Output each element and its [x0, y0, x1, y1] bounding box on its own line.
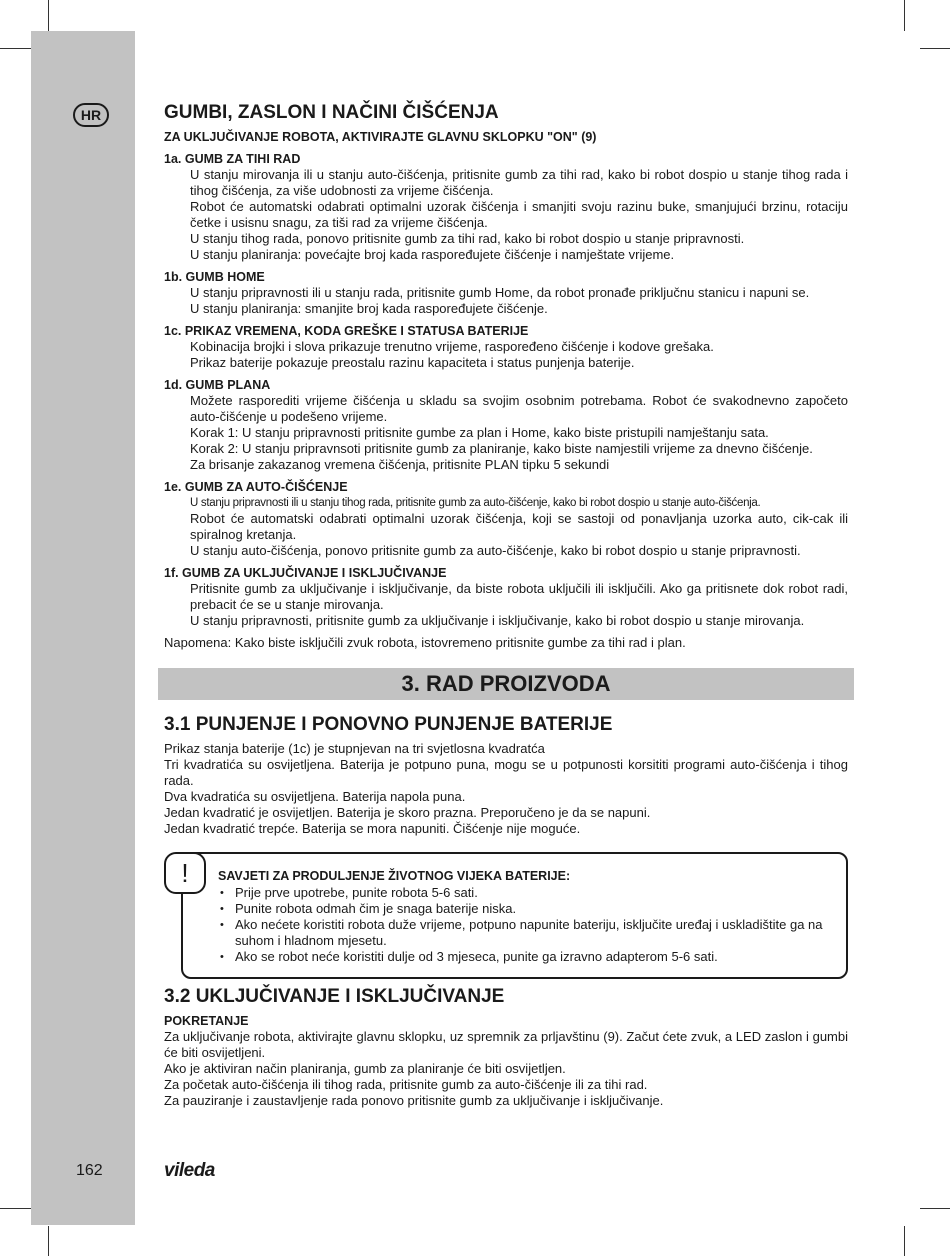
crop-mark [48, 1226, 49, 1256]
item-line: Kobinacija brojki i slova prikazuje trenutno vrijeme, raspoređeno čišćenje i kodove grešaka. [190, 339, 714, 354]
paragraph: Prikaz stanja baterije (1c) je stupnjevan na tri svjetlosna kvadratća [164, 741, 545, 756]
item-home-button [164, 269, 848, 317]
section-subtitle: ZA UKLJUČIVANJE ROBOTA, AKTIVIRAJTE GLAVNU SKLOPKU "ON" (9) [164, 130, 597, 144]
paragraph: Za početak auto-čišćenja ili tihog rada, pritisnite gumb za auto-čišćenje ili za tihi rad. [164, 1077, 648, 1092]
page-sidebar [31, 31, 135, 1225]
item-title: 1e. GUMB ZA AUTO-ČIŠĆENJE [164, 480, 348, 494]
list-item: • Ako se robot neće koristiti dulje od 3 mjeseca, punite ga izravno adapterom 5-6 sati. [218, 949, 828, 965]
item-line: U stanju mirovanja ili u stanju auto-čišćenja, pritisnite gumb za tihi rad, kako bi robot dospio u stanje tihog rada i tihog čišćenja, za više udobnosti za vrijeme čišćenja. [190, 167, 848, 198]
item-line: Korak 2: U stanju pripravnsoti pritisnite gumb za planiranje, kako biste namjestili vrijeme za dnevno čišćenje. [190, 441, 813, 456]
crop-mark [0, 1208, 31, 1209]
paragraph: Tri kvadratića su osvijetljena. Baterija je potpuno puna, mogu se u potpunosti korsititi programi auto-čišćenja i tihog rada. [164, 757, 848, 788]
item-line: U stanju pripravnosti ili u stanju tihog rada, pritisnite gumb za auto-čišćenje, kako bi robot dospio u stanje auto-čišćenja. [190, 497, 761, 509]
tips-content [218, 868, 828, 965]
item-title: 1f. GUMB ZA UKLJUČIVANJE I ISKLJUČIVANJE [164, 566, 447, 580]
page-number: 162 [76, 1162, 103, 1179]
crop-mark [920, 1208, 950, 1209]
paragraph: Dva kvadratića su osvijetljena. Baterija napola puna. [164, 789, 466, 804]
item-line: U stanju tihog rada, ponovo pritisnite gumb za tihi rad, kako bi robot dospio u stanje pripravnosti. [190, 231, 745, 246]
list-item: • Punite robota odmah čim je snaga baterije niska. [218, 901, 828, 917]
item-body [164, 167, 848, 263]
item-title: 1b. GUMB HOME [164, 270, 265, 284]
item-plan-button [164, 377, 848, 473]
item-silent-button [164, 151, 848, 263]
tips-title: SAVJETI ZA PRODULJENJE ŽIVOTNOG VIJEKA BATERIJE: [218, 869, 571, 883]
section-charging [164, 713, 848, 837]
note-text: Napomena: Kako biste isključili zvuk robota, istovremeno pritisnite gumbe za tihi rad i plan. [164, 635, 686, 650]
paragraph: Jedan kvadratić trepće. Baterija se mora napuniti. Čišćenje nije moguće. [164, 821, 581, 836]
chapter-banner: 3. RAD PROIZVODA [158, 668, 854, 700]
item-line: U stanju pripravnosti, pritisnite gumb za uključivanje i isključivanje, kako bi robot dospio u stanje mirovanja. [190, 613, 805, 628]
item-line: Pritisnite gumb za uključivanje i isključivanje, da biste robota uključili ili isključili. Ako ga pritisnete dok robot radi, prebacit će se u stanje mirovanja. [190, 581, 848, 612]
section-subtitle: POKRETANJE [164, 1014, 249, 1028]
item-body [164, 495, 848, 559]
paragraph: Za uključivanje robota, aktivirajte glavnu sklopku, uz spremnik za prljavštinu (9). Začut ćete zvuk, a LED zaslon i gumbi će biti osvijetljeni. [164, 1029, 848, 1060]
paragraph: Jedan kvadratić je osvijetljen. Baterija je skoro prazna. Preporučeno je da se napuni. [164, 805, 651, 820]
item-line: U stanju auto-čišćenja, ponovo pritisnite gumb za auto-čišćenje, kako bi robot dospio u stanje pripravnosti. [190, 543, 801, 558]
item-body [164, 581, 848, 629]
crop-mark [48, 0, 49, 31]
list-item: • Prije prve upotrebe, punite robota 5-6 sati. [218, 885, 828, 901]
item-title: 1a. GUMB ZA TIHI RAD [164, 152, 301, 166]
section-title: GUMBI, ZASLON I NAČINI ČIŠĆENJA [164, 102, 499, 123]
crop-mark [920, 48, 950, 49]
item-title: 1d. GUMB PLANA [164, 378, 271, 392]
language-badge: HR [73, 103, 109, 127]
item-line: Za brisanje zakazanog vremena čišćenja, pritisnite PLAN tipku 5 sekundi [190, 457, 610, 472]
item-line: Prikaz baterije pokazuje preostalu razinu kapaciteta i status punjenja baterije. [190, 355, 635, 370]
item-body [164, 285, 848, 317]
item-body [164, 393, 848, 473]
item-display [164, 323, 848, 371]
item-line: U stanju planiranja: smanjite broj kada raspoređujete čišćenje. [190, 301, 548, 316]
section-title: 3.1 PUNJENJE I PONOVNO PUNJENJE BATERIJE [164, 714, 613, 735]
item-line: Korak 1: U stanju pripravnosti pritisnite gumbe za plan i Home, kako biste pristupili namještanju sata. [190, 425, 769, 440]
paragraph: Ako je aktiviran način planiranja, gumb za planiranje će biti osvijetljen. [164, 1061, 566, 1076]
section-title: 3.2 UKLJUČIVANJE I ISKLJUČIVANJE [164, 986, 505, 1007]
item-line: U stanju planiranja: povećajte broj kada raspoređujete čišćenje i namještate vrijeme. [190, 247, 675, 262]
crop-mark [904, 0, 905, 31]
section-buttons [164, 101, 848, 651]
item-auto-clean-button [164, 479, 848, 559]
paragraph: Za pauziranje i zaustavljenje rada ponovo pritisnite gumb za uključivanje i isključivanje. [164, 1093, 664, 1108]
warning-icon: ! [164, 852, 206, 894]
item-power-button [164, 565, 848, 629]
tips-list [218, 885, 828, 965]
brand-logo: vileda [164, 1160, 215, 1181]
crop-mark [904, 1226, 905, 1256]
item-line: Robot će automatski odabrati optimalni uzorak čišćenja, koji se sastoji od ponavljanja uzorka auto, cik-cak ili spiralnog kretanja. [190, 511, 848, 542]
item-line: Robot će automatski odabrati optimalni uzorak čišćenja i smanjiti svoju razinu buke, smanjujući brzinu, rotaciju četke i usisnu snagu, za tiši rad za vrijeme čišćenja. [190, 199, 848, 230]
item-title: 1c. PRIKAZ VREMENA, KODA GREŠKE I STATUSA BATERIJE [164, 324, 529, 338]
item-line: U stanju pripravnosti ili u stanju rada, pritisnite gumb Home, da robot pronađe priključnu stanicu i napuni se. [190, 285, 810, 300]
item-line: Možete rasporediti vrijeme čišćenja u skladu sa svojim osobnim potrebama. Robot će svakodnevno započeto auto-čišćenje u podešeno vrijeme. [190, 393, 848, 424]
section-power [164, 985, 848, 1109]
item-body [164, 339, 848, 371]
list-item: • Ako nećete koristiti robota duže vrijeme, potpuno napunite bateriju, isključite uređaj i uskladištite ga na suhom i hladnom mjesetu. [218, 917, 828, 949]
crop-mark [0, 48, 31, 49]
